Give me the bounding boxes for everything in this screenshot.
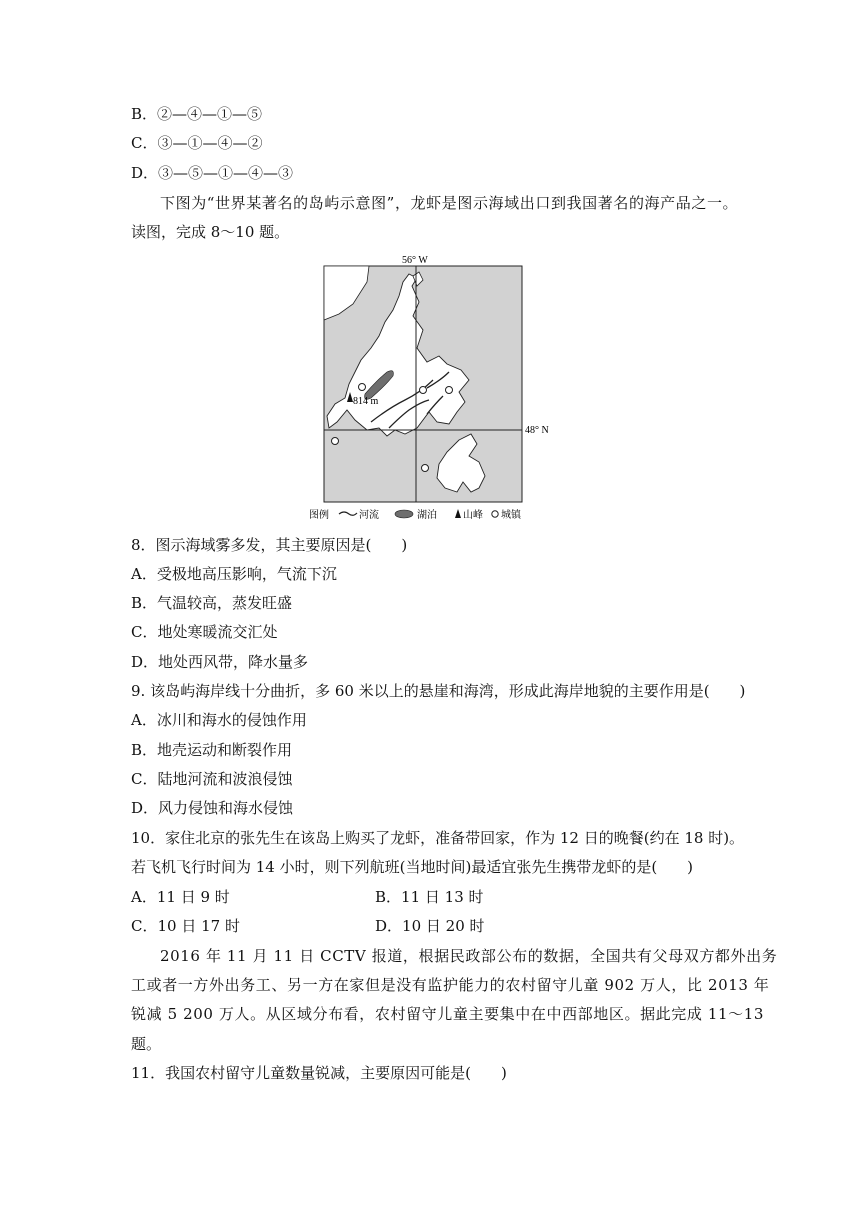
- town-legend-icon: [492, 511, 498, 517]
- question-10-option-a: A．11 日 9 时: [131, 888, 230, 906]
- option-b-prev: B．②—④—①—⑤: [131, 105, 263, 123]
- question-8-stem: 8．图示海域雾多发，其主要原因是( ): [131, 536, 408, 554]
- island-map: [309, 252, 559, 524]
- question-9-stem: 9. 该岛屿海岸线十分曲折，多 60 米以上的悬崖和海湾，形成此海岸地貌的主要作用是( ): [131, 682, 746, 700]
- option-c-prev: C．③—①—④—②: [131, 134, 263, 152]
- question-10-stem-1: 10．家住北京的张先生在该岛上购买了龙虾，准备带回家，作为 12 日的晚餐(约在 18 时)。: [131, 829, 745, 847]
- town-mark: [420, 387, 427, 394]
- question-9-option-b: B．地壳运动和断裂作用: [131, 741, 293, 759]
- question-8-option-d: D．地处西风带，降水量多: [131, 653, 309, 671]
- legend-river: 河流: [359, 510, 379, 521]
- parallel-label: 48° N: [525, 425, 549, 436]
- town-mark: [332, 438, 339, 445]
- option-d-prev: D．③—⑤—①—④—③: [131, 164, 294, 182]
- question-8-option-a: A．受极地高压影响，气流下沉: [131, 565, 337, 583]
- passage-line-1: 2016 年 11 月 11 日 CCTV 报道，根据民政部公布的数据，全国共有父母双方都外出务: [160, 947, 778, 965]
- passage-line-2: 工或者一方外出务工、另一方在家但是没有监护能力的农村留守儿童 902 万人，比 2013 年: [131, 976, 770, 994]
- passage-line-3: 锐减 5 200 万人。从区域分布看，农村留守儿童主要集中在中西部地区。据此完成 11～13: [131, 1005, 765, 1023]
- town-mark: [446, 387, 453, 394]
- peak-legend-icon: [455, 509, 461, 518]
- question-10-option-c: C．10 日 17 时: [131, 917, 240, 935]
- question-8-option-b: B．气温较高，蒸发旺盛: [131, 594, 293, 612]
- river-legend-icon: [339, 512, 357, 515]
- question-9-option-c: C．陆地河流和波浪侵蚀: [131, 770, 293, 788]
- legend-town: 城镇: [501, 510, 521, 521]
- intro-line-1: 下图为“世界某著名的岛屿示意图”，龙虾是图示海域出口到我国著名的海产品之一。: [160, 194, 739, 212]
- question-10-stem-2: 若飞机飞行时间为 14 小时，则下列航班(当地时间)最适宜张先生携带龙虾的是( ): [131, 858, 694, 876]
- question-9-option-a: A．冰川和海水的侵蚀作用: [131, 711, 307, 729]
- legend-title: 图例: [309, 510, 329, 521]
- question-8-option-c: C．地处寒暖流交汇处: [131, 623, 278, 641]
- lake-legend-icon: [395, 510, 413, 518]
- legend-peak: 山峰: [463, 510, 483, 521]
- town-mark: [422, 465, 429, 472]
- question-11-stem: 11．我国农村留守儿童数量锐减，主要原因可能是( ): [131, 1064, 507, 1082]
- question-10-option-d: D．10 日 20 时: [375, 917, 485, 935]
- question-9-option-d: D．风力侵蚀和海水侵蚀: [131, 799, 294, 817]
- island-map-figure: [309, 252, 559, 528]
- question-10-option-b: B．11 日 13 时: [375, 888, 484, 906]
- peak-label: 814 m: [353, 396, 379, 407]
- passage-line-4: 题。: [131, 1035, 162, 1053]
- legend-lake: 湖泊: [417, 510, 437, 521]
- intro-line-2: 读图，完成 8～10 题。: [131, 223, 290, 241]
- meridian-label: 56° W: [402, 255, 428, 266]
- town-mark: [359, 384, 366, 391]
